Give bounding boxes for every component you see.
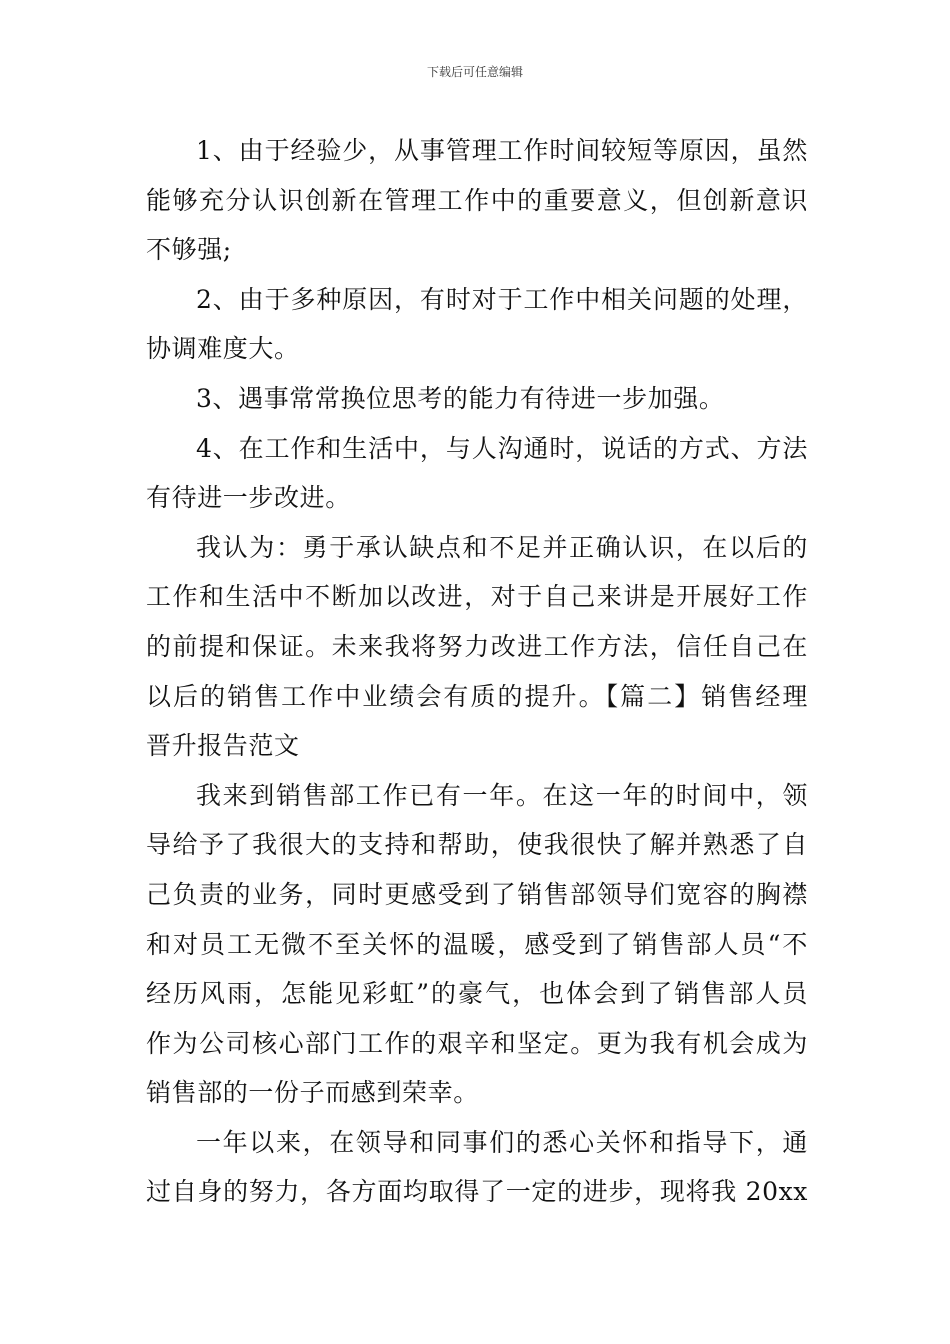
text-line: 我认为：勇于承认缺点和不足并正确认识，在以后的 bbox=[196, 532, 808, 562]
text-line: 导给予了我很大的支持和帮助，使我很快了解并熟悉了自 bbox=[146, 830, 808, 860]
text-line: 能够充分认识创新在管理工作中的重要意义，但创新意识 bbox=[146, 185, 808, 215]
document-body bbox=[146, 126, 808, 1217]
text-line: 我来到销售部工作已有一年。在这一年的时间中，领 bbox=[196, 780, 808, 810]
page-header: 下载后可任意编辑 bbox=[426, 65, 523, 79]
text-line: 不够强; bbox=[146, 235, 232, 265]
text-line: 己负责的业务，同时更感受到了销售部领导们宽容的胸襟 bbox=[146, 879, 808, 909]
text-line: 协调难度大。 bbox=[146, 334, 300, 364]
text-line: 销售部的一份子而感到荣幸。 bbox=[146, 1078, 479, 1108]
text-line: 一年以来，在领导和同事们的悉心关怀和指导下，通 bbox=[196, 1127, 808, 1157]
text-line: 1、由于经验少，从事管理工作时间较短等原因，虽然 bbox=[196, 136, 808, 165]
text-line: 4、在工作和生活中，与人沟通时，说话的方式、方法 bbox=[196, 433, 808, 463]
text-line: 3、遇事常常换位思考的能力有待进一步加强。 bbox=[196, 383, 725, 413]
text-line: 作为公司核心部门工作的艰辛和坚定。更为我有机会成为 bbox=[146, 1028, 808, 1058]
text-line: 过自身的努力，各方面均取得了一定的进步，现将我 20xx bbox=[146, 1177, 808, 1207]
text-line: 以后的销售工作中业绩会有质的提升。【篇二】销售经理 bbox=[146, 681, 808, 711]
text-line: 有待进一步改进。 bbox=[146, 483, 351, 513]
text-line: 和对员工无微不至关怀的温暖，感受到了销售部人员“不 bbox=[146, 929, 808, 959]
text-line: 2、由于多种原因，有时对于工作中相关问题的处理， bbox=[196, 284, 808, 314]
text-line: 晋升报告范文 bbox=[146, 731, 300, 761]
text-line: 工作和生活中不断加以改进，对于自己来讲是开展好工作 bbox=[146, 582, 808, 612]
text-line: 经历风雨，怎能见彩虹”的豪气，也体会到了销售部人员 bbox=[146, 979, 808, 1009]
text-line: 的前提和保证。未来我将努力改进工作方法，信任自己在 bbox=[146, 631, 808, 661]
